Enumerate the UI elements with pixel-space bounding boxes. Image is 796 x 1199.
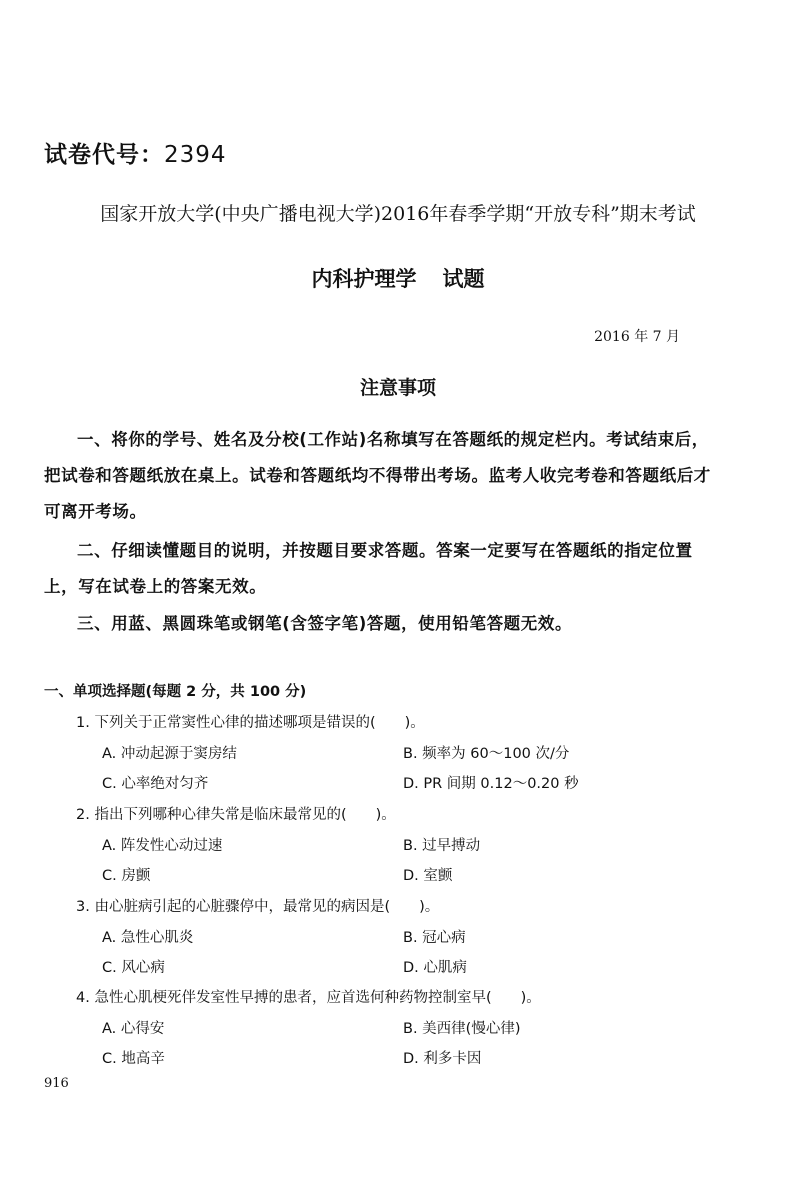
question-4-option-c: C. 地高辛 (102, 1051, 165, 1067)
question-1-option-a: A. 冲动起源于窦房结 (102, 746, 237, 762)
course-title: 内科护理学 (311, 267, 417, 291)
question-3-option-d: D. 心肌病 (403, 960, 467, 976)
notice-item-1: 一、将你的学号、姓名及分校(工作站)名称填写在答题纸的规定栏内。考试结束后，把试卷和答题纸放在桌上。试卷和答题纸均不得带出考场。监考人收完考卷和答题纸后才可离开考场。 (44, 430, 711, 521)
question-3-option-c: C. 风心病 (102, 960, 165, 976)
exam-code-label: 试卷代号： (44, 142, 164, 168)
exam-date: 2016 年 7 月 (594, 329, 680, 345)
title-suffix: 试题 (442, 267, 485, 291)
question-3-stem: 3. 由心脏病引起的心脏骤停中，最常见的病因是( )。 (76, 899, 440, 915)
question-3-option-a: A. 急性心肌炎 (102, 930, 194, 946)
section-heading: 一、单项选择题(每题 2 分，共 100 分) (44, 684, 307, 700)
question-1-option-c: C. 心率绝对匀齐 (102, 776, 209, 792)
university-line: 国家开放大学(中央广播电视大学)2016年春季学期“开放专科”期末考试 (100, 203, 696, 225)
question-4-stem: 4. 急性心肌梗死伴发室性早搏的患者，应首选何种药物控制室早( )。 (76, 990, 541, 1006)
notice-item-3: 三、用蓝、黑圆珠笔或钢笔(含签字笔)答题，使用铅笔答题无效。 (77, 614, 573, 633)
exam-title (0, 263, 796, 293)
question-1-stem: 1. 下列关于正常窦性心律的描述哪项是错误的( )。 (76, 715, 425, 731)
exam-code-number: 2394 (164, 142, 227, 168)
question-2-stem: 2. 指出下列哪种心律失常是临床最常见的( )。 (76, 807, 396, 823)
question-4-option-d: D. 利多卡因 (403, 1051, 482, 1067)
question-4-option-a: A. 心得安 (102, 1021, 165, 1037)
notice-heading: 注意事项 (359, 377, 436, 399)
question-1-option-b: B. 频率为 60～100 次/分 (403, 746, 570, 762)
question-2-option-a: A. 阵发性心动过速 (102, 838, 223, 854)
question-3-option-b: B. 冠心病 (403, 930, 466, 946)
question-2-option-b: B. 过早搏动 (403, 838, 481, 854)
question-4-option-b: B. 美西律(慢心律) (403, 1021, 521, 1037)
page-number: 916 (44, 1076, 69, 1091)
notice-item-2: 二、仔细读懂题目的说明，并按题目要求答题。答案一定要写在答题纸的指定位置上，写在试卷上的答案无效。 (44, 541, 693, 596)
exam-code (44, 136, 227, 169)
question-1-option-d: D. PR 间期 0.12～0.20 秒 (403, 776, 579, 792)
question-2-option-c: C. 房颤 (102, 868, 151, 884)
question-2-option-d: D. 室颤 (403, 868, 453, 884)
